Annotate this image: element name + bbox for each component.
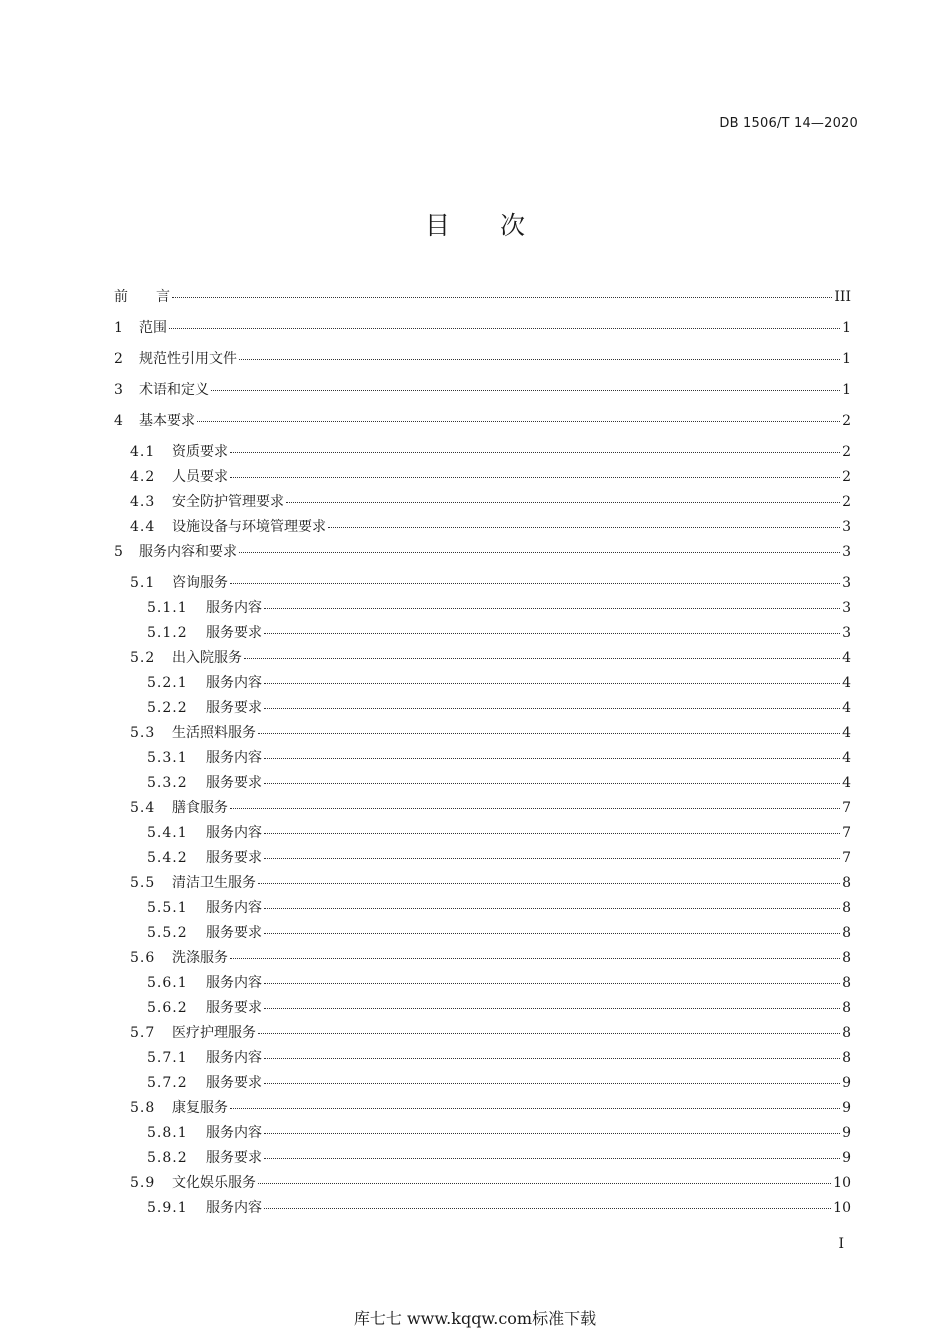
toc-dot-leader (264, 832, 840, 834)
toc-entry-number: 5.5.2 (147, 925, 188, 941)
toc-dot-leader (244, 657, 840, 659)
toc-entry[interactable] (114, 647, 851, 672)
toc-entry-page: III (834, 289, 851, 305)
toc-entry-label: 人员要求 (172, 469, 228, 485)
toc-entry[interactable] (114, 797, 851, 822)
toc-dot-leader (258, 732, 840, 734)
toc-dot-leader (328, 526, 840, 528)
toc-entry-page: 4 (842, 675, 851, 691)
toc-entry-number: 5.2.2 (147, 700, 188, 716)
toc-entry-number: 2 (114, 351, 124, 367)
toc-entry-page: 8 (842, 875, 851, 891)
toc-entry-page: 2 (842, 494, 851, 510)
toc-dot-leader (230, 451, 840, 453)
toc-dot-leader (264, 1007, 840, 1009)
toc-entry-number: 5.7.1 (147, 1050, 188, 1066)
toc-entry-number: 5.6.1 (147, 975, 188, 991)
toc-dot-leader (264, 682, 840, 684)
toc-entry-label: 服务要求 (206, 625, 262, 641)
toc-entry-number: 5.9 (130, 1175, 156, 1191)
document-code: DB 1506/T 14—2020 (719, 116, 858, 131)
toc-entry-number: 5.7.2 (147, 1075, 188, 1091)
toc-entry-page: 4 (842, 725, 851, 741)
toc-title-right: 次 (500, 211, 526, 240)
toc-entry-label: 服务内容 (206, 900, 262, 916)
toc-entry-label: 服务内容 (206, 1125, 262, 1141)
toc-title (0, 206, 950, 242)
toc-entry-page: 8 (842, 1000, 851, 1016)
toc-entry-number: 5.4.1 (147, 825, 188, 841)
toc-entry-page: 4 (842, 650, 851, 666)
toc-entry-label: 服务要求 (206, 1075, 262, 1091)
toc-entry[interactable] (114, 286, 851, 317)
toc-entry-label: 服务内容 (206, 825, 262, 841)
toc-dot-leader (258, 1032, 840, 1034)
toc-entry-page: 3 (842, 575, 851, 591)
toc-entry[interactable] (114, 491, 851, 516)
toc-dot-leader (264, 1082, 840, 1084)
toc-entry-number: 5.2 (130, 650, 156, 666)
toc-entry-number: 5.1.2 (147, 625, 188, 641)
toc-entry-number: 5.2.1 (147, 675, 188, 691)
table-of-contents (114, 286, 851, 1222)
toc-dot-leader (264, 1207, 831, 1209)
toc-entry-label: 服务内容 (206, 1050, 262, 1066)
toc-entry-label: 洗涤服务 (172, 950, 228, 966)
toc-entry-label: 服务要求 (206, 775, 262, 791)
toc-entry[interactable] (114, 1097, 851, 1122)
toc-entry-label: 服务内容 (206, 975, 262, 991)
toc-entry-page: 8 (842, 1050, 851, 1066)
toc-entry-number: 5.3.2 (147, 775, 188, 791)
toc-entry-label: 清洁卫生服务 (172, 875, 256, 891)
toc-dot-leader (264, 632, 840, 634)
toc-entry[interactable] (114, 1122, 851, 1147)
toc-entry-page: 2 (842, 444, 851, 460)
toc-entry-label: 出入院服务 (172, 650, 242, 666)
toc-dot-leader (264, 907, 840, 909)
toc-dot-leader (230, 957, 840, 959)
toc-entry-label: 服务内容 (206, 600, 262, 616)
toc-entry[interactable] (114, 672, 851, 697)
toc-entry-page: 4 (842, 700, 851, 716)
toc-entry-page: 7 (842, 800, 851, 816)
toc-entry-page: 8 (842, 975, 851, 991)
toc-entry-label: 生活照料服务 (172, 725, 256, 741)
toc-entry-label: 服务要求 (206, 925, 262, 941)
toc-entry[interactable] (114, 997, 851, 1022)
toc-dot-leader (264, 932, 840, 934)
toc-entry-page: 9 (842, 1150, 851, 1166)
toc-entry-number: 5.3 (130, 725, 156, 741)
toc-dot-leader (197, 420, 840, 422)
page-number: I (838, 1236, 844, 1252)
toc-dot-leader (239, 358, 840, 360)
toc-entry-number: 5.8 (130, 1100, 156, 1116)
toc-dot-leader (264, 857, 840, 859)
toc-entry[interactable] (114, 622, 851, 647)
toc-entry-page: 4 (842, 775, 851, 791)
toc-entry[interactable] (114, 410, 851, 441)
toc-entry-number: 5.8.2 (147, 1150, 188, 1166)
toc-entry-page: 4 (842, 750, 851, 766)
toc-dot-leader (264, 1132, 840, 1134)
toc-entry-number: 5 (114, 544, 124, 560)
toc-entry-number: 4 (114, 413, 124, 429)
toc-entry-number: 5.1.1 (147, 600, 188, 616)
toc-entry[interactable] (114, 947, 851, 972)
toc-entry[interactable] (114, 922, 851, 947)
toc-entry[interactable] (114, 317, 851, 348)
toc-dot-leader (264, 757, 840, 759)
toc-entry-label: 服务内容和要求 (139, 544, 237, 560)
toc-entry-label: 基本要求 (139, 413, 195, 429)
toc-dot-leader (230, 1107, 840, 1109)
toc-entry-page: 1 (842, 382, 851, 398)
toc-entry-label: 文化娱乐服务 (172, 1175, 256, 1191)
toc-entry-number: 4.2 (130, 469, 156, 485)
toc-entry-number: 5.8.1 (147, 1125, 188, 1141)
toc-entry-number: 5.5 (130, 875, 156, 891)
toc-entry-number: 5.1 (130, 575, 156, 591)
toc-entry[interactable] (114, 822, 851, 847)
toc-entry-page: 3 (842, 600, 851, 616)
toc-entry-label: 咨询服务 (172, 575, 228, 591)
toc-entry-label: 前 言 (114, 289, 170, 305)
toc-entry-number: 5.9.1 (147, 1200, 188, 1216)
toc-dot-leader (264, 1057, 840, 1059)
toc-entry-label: 服务要求 (206, 1000, 262, 1016)
toc-entry-page: 9 (842, 1125, 851, 1141)
toc-entry-number: 5.7 (130, 1025, 156, 1041)
toc-dot-leader (264, 707, 840, 709)
toc-dot-leader (169, 327, 840, 329)
toc-entry[interactable] (114, 1022, 851, 1047)
toc-dot-leader (264, 1157, 840, 1159)
toc-entry[interactable] (114, 772, 851, 797)
toc-title-left: 目 (424, 211, 450, 240)
toc-dot-leader (264, 982, 840, 984)
toc-entry-page: 3 (842, 519, 851, 535)
toc-entry-page: 8 (842, 925, 851, 941)
toc-entry[interactable] (114, 379, 851, 410)
toc-entry-label: 医疗护理服务 (172, 1025, 256, 1041)
toc-entry-number: 4.3 (130, 494, 156, 510)
toc-dot-leader (286, 501, 840, 503)
toc-entry[interactable] (114, 847, 851, 872)
toc-dot-leader (258, 882, 840, 884)
toc-entry-page: 9 (842, 1100, 851, 1116)
toc-entry[interactable] (114, 897, 851, 922)
toc-entry-label: 康复服务 (172, 1100, 228, 1116)
toc-entry-number: 5.3.1 (147, 750, 188, 766)
toc-entry[interactable] (114, 972, 851, 997)
toc-entry[interactable] (114, 697, 851, 722)
toc-entry-page: 8 (842, 1025, 851, 1041)
toc-dot-leader (264, 782, 840, 784)
toc-entry[interactable] (114, 1197, 851, 1222)
toc-entry-label: 膳食服务 (172, 800, 228, 816)
toc-dot-leader (230, 807, 840, 809)
toc-entry[interactable] (114, 747, 851, 772)
toc-entry-page: 10 (833, 1175, 851, 1191)
toc-entry[interactable] (114, 1047, 851, 1072)
toc-entry-label: 安全防护管理要求 (172, 494, 284, 510)
toc-entry-page: 1 (842, 320, 851, 336)
toc-entry-number: 4.4 (130, 519, 156, 535)
toc-entry[interactable] (114, 348, 851, 379)
footer-watermark: 库七七 www.kqqw.com标准下载 (353, 1309, 597, 1328)
toc-entry-label: 服务内容 (206, 1200, 262, 1216)
toc-entry-page: 7 (842, 825, 851, 841)
toc-entry-number: 5.6 (130, 950, 156, 966)
toc-entry-label: 规范性引用文件 (139, 351, 237, 367)
toc-entry-number: 5.5.1 (147, 900, 188, 916)
toc-entry-page: 8 (842, 900, 851, 916)
toc-entry[interactable] (114, 441, 851, 466)
toc-entry-label: 资质要求 (172, 444, 228, 460)
toc-entry-page: 2 (842, 413, 851, 429)
toc-dot-leader (258, 1182, 831, 1184)
toc-entry-page: 3 (842, 544, 851, 560)
toc-entry[interactable] (114, 872, 851, 897)
toc-dot-leader (230, 476, 840, 478)
toc-entry-label: 服务要求 (206, 850, 262, 866)
toc-entry-label: 术语和定义 (139, 382, 209, 398)
toc-entry[interactable] (114, 516, 851, 541)
toc-dot-leader (230, 582, 840, 584)
toc-dot-leader (239, 551, 840, 553)
toc-entry-page: 1 (842, 351, 851, 367)
toc-entry[interactable] (114, 1172, 851, 1197)
toc-entry-number: 3 (114, 382, 124, 398)
toc-entry-label: 服务要求 (206, 1150, 262, 1166)
toc-entry-number: 4.1 (130, 444, 156, 460)
toc-entry[interactable] (114, 1072, 851, 1097)
toc-entry-label: 范围 (139, 320, 167, 336)
toc-entry[interactable] (114, 597, 851, 622)
toc-entry-number: 1 (114, 320, 124, 336)
toc-entry-number: 5.4 (130, 800, 156, 816)
toc-entry[interactable] (114, 1147, 851, 1172)
toc-entry-page: 8 (842, 950, 851, 966)
toc-entry-page: 2 (842, 469, 851, 485)
toc-entry[interactable] (114, 541, 851, 572)
toc-entry[interactable] (114, 572, 851, 597)
toc-entry-page: 3 (842, 625, 851, 641)
toc-dot-leader (264, 607, 840, 609)
toc-dot-leader (172, 296, 832, 298)
toc-entry[interactable] (114, 466, 851, 491)
toc-entry-number: 5.6.2 (147, 1000, 188, 1016)
toc-entry-label: 服务要求 (206, 700, 262, 716)
toc-entry-page: 9 (842, 1075, 851, 1091)
toc-entry-label: 服务内容 (206, 675, 262, 691)
toc-entry-page: 7 (842, 850, 851, 866)
toc-entry-label: 服务内容 (206, 750, 262, 766)
toc-dot-leader (211, 389, 840, 391)
toc-entry-label: 设施设备与环境管理要求 (172, 519, 326, 535)
toc-entry[interactable] (114, 722, 851, 747)
toc-entry-number: 5.4.2 (147, 850, 188, 866)
toc-entry-page: 10 (833, 1200, 851, 1216)
